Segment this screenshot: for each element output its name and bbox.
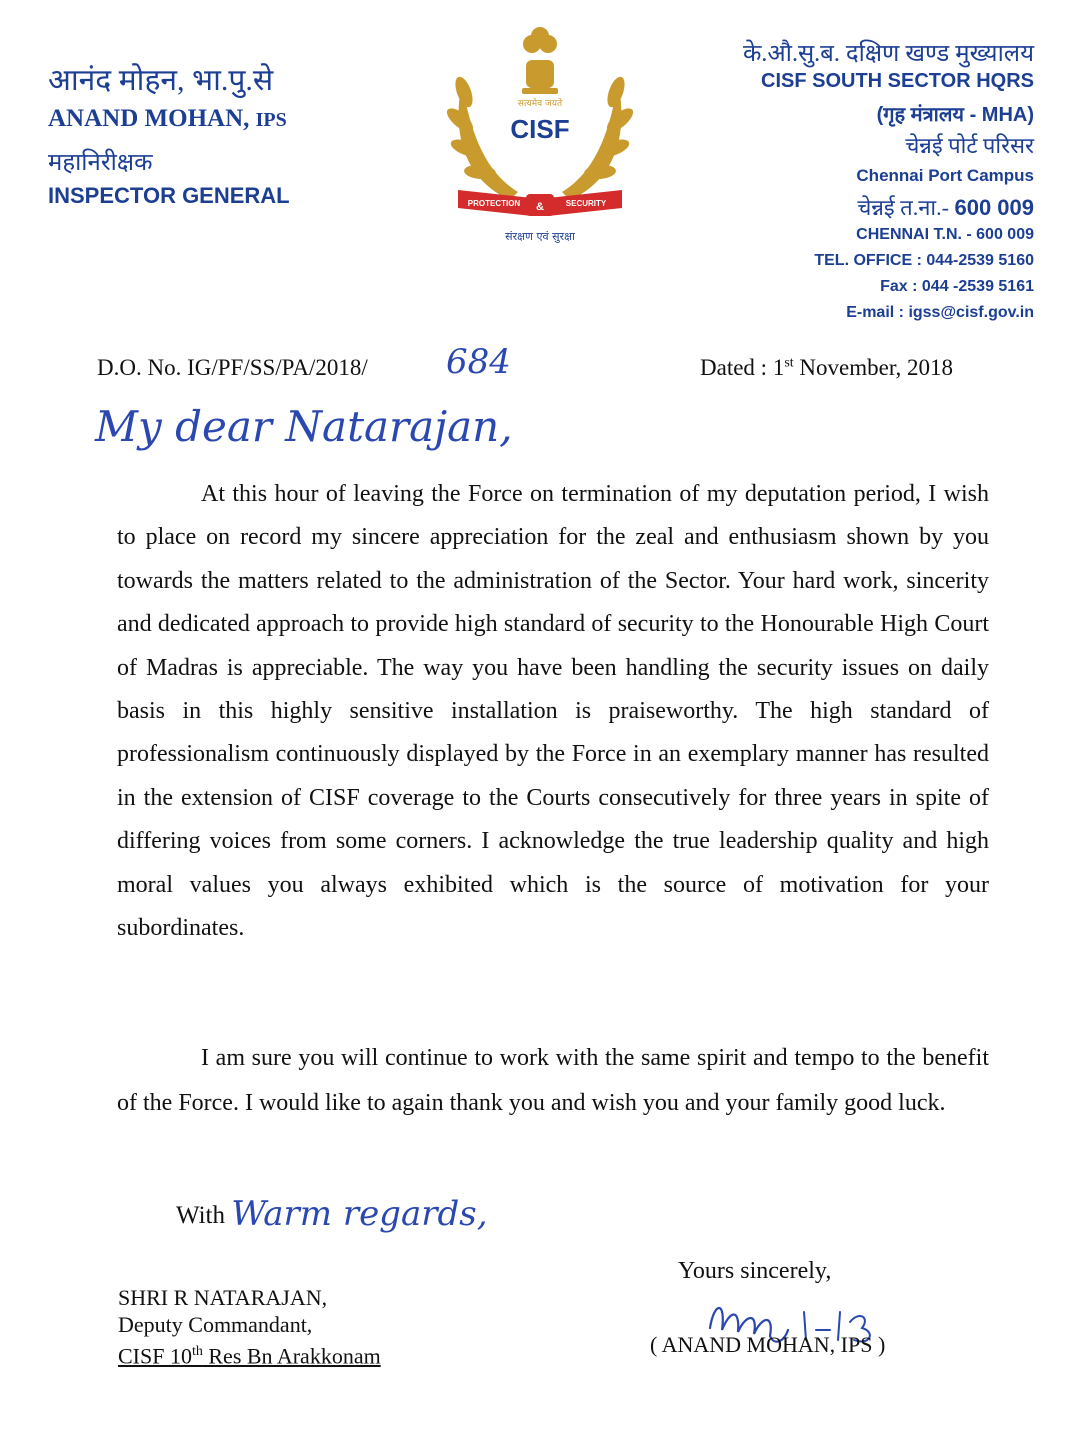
city-hindi: चेन्नई त.ना.-	[857, 195, 949, 220]
dated-label: Dated :	[700, 355, 768, 380]
addressee-name: SHRI R NATARAJAN,	[118, 1285, 328, 1310]
office-name: CISF SOUTH SECTOR HQRS	[761, 70, 1034, 92]
date-suffix: st	[784, 355, 794, 371]
office-hindi: के.औ.सु.ब. दक्षिण खण्ड मुख्यालय	[742, 41, 1034, 67]
campus: Chennai Port Campus	[856, 166, 1034, 185]
yours-sincerely: Yours sincerely,	[678, 1258, 832, 1284]
cisf-emblem	[440, 22, 640, 254]
closing	[176, 1192, 488, 1232]
ribbon-mid-text: &	[536, 201, 544, 213]
addressee-unit-a: CISF 10	[118, 1343, 192, 1369]
do-handwritten-number: 684	[446, 342, 511, 382]
officer-name-text: ANAND MOHAN,	[48, 105, 250, 132]
signer-name: ( ANAND MOHAN, IPS )	[650, 1332, 886, 1357]
addressee-unit	[118, 1338, 381, 1369]
officer-title: INSPECTOR GENERAL	[48, 183, 290, 208]
ribbon-left-text: PROTECTION	[467, 199, 521, 208]
addressee	[118, 1284, 381, 1369]
officer-name	[48, 105, 287, 133]
city-pin: 600 009	[954, 195, 1034, 220]
salutation: My dear Natarajan,	[95, 402, 513, 451]
emblem-motto: सत्यमेव जयते	[517, 99, 563, 109]
addressee-designation: Deputy Commandant,	[118, 1312, 313, 1337]
letter-date	[700, 355, 953, 381]
ministry: (गृह मंत्रालय - MHA)	[876, 104, 1034, 126]
addressee-unit-b: Res Bn Arakkonam	[202, 1343, 381, 1369]
officer-name-suffix: IPS	[255, 109, 287, 131]
email: E-mail : igss@cisf.gov.in	[846, 304, 1034, 321]
addressee-unit-sup: th	[191, 1344, 203, 1359]
emblem-tagline: संरक्षण एवं सुरक्षा	[505, 230, 575, 243]
date-day: 1	[772, 355, 785, 380]
telephone: TEL. OFFICE : 044-2539 5160	[814, 252, 1034, 269]
campus-hindi: चेन्नई पोर्ट परिसर	[905, 133, 1034, 158]
lion-capital-icon	[522, 27, 558, 94]
date-month-year: November, 2018	[799, 355, 954, 380]
city: CHENNAI T.N. - 600 009	[856, 226, 1034, 243]
body-paragraph: At this hour of leaving the Force on termination of my deputation period, I wish to place on record my sincere appreciation for the zeal and enthusiasm shown by you towards the matters related to the administration of the Sector. Your hard work, sincerity and dedicated approach to provide high standard of security to the Honourable High Court of Madras is appreciable. The way you have been handling the security issues on daily basis in this highly sensitive installation is praiseworthy. The high standard of professionalism continuously displayed by the Force in an exemplary manner has resulted in the extension of CISF coverage to the Courts consecutively for three years in spite of differing voices from some corners. I acknowledge the true leadership quality and high moral values you always exhibited which is the source of motivation for your subordinates.	[117, 481, 989, 942]
fax: Fax : 044 -2539 5161	[880, 278, 1034, 295]
closing-printed: With	[176, 1202, 225, 1229]
closing-handwritten: Warm regards,	[231, 1194, 488, 1234]
city-hindi-line	[857, 192, 1034, 222]
do-number: D.O. No. IG/PF/SS/PA/2018/	[97, 355, 368, 380]
body-paragraph: I am sure you will continue to work with the same spirit and tempo to the benefit of the Force. I would like to again thank you and wish you and your family good luck.	[117, 1045, 989, 1116]
ribbon-right-text: SECURITY	[565, 199, 607, 208]
title-hindi: महानिरीक्षक	[48, 150, 153, 176]
emblem-ribbon	[458, 190, 622, 216]
emblem-initials: CISF	[510, 114, 570, 144]
name-hindi: आनंद मोहन, भा.पु.से	[48, 64, 274, 97]
